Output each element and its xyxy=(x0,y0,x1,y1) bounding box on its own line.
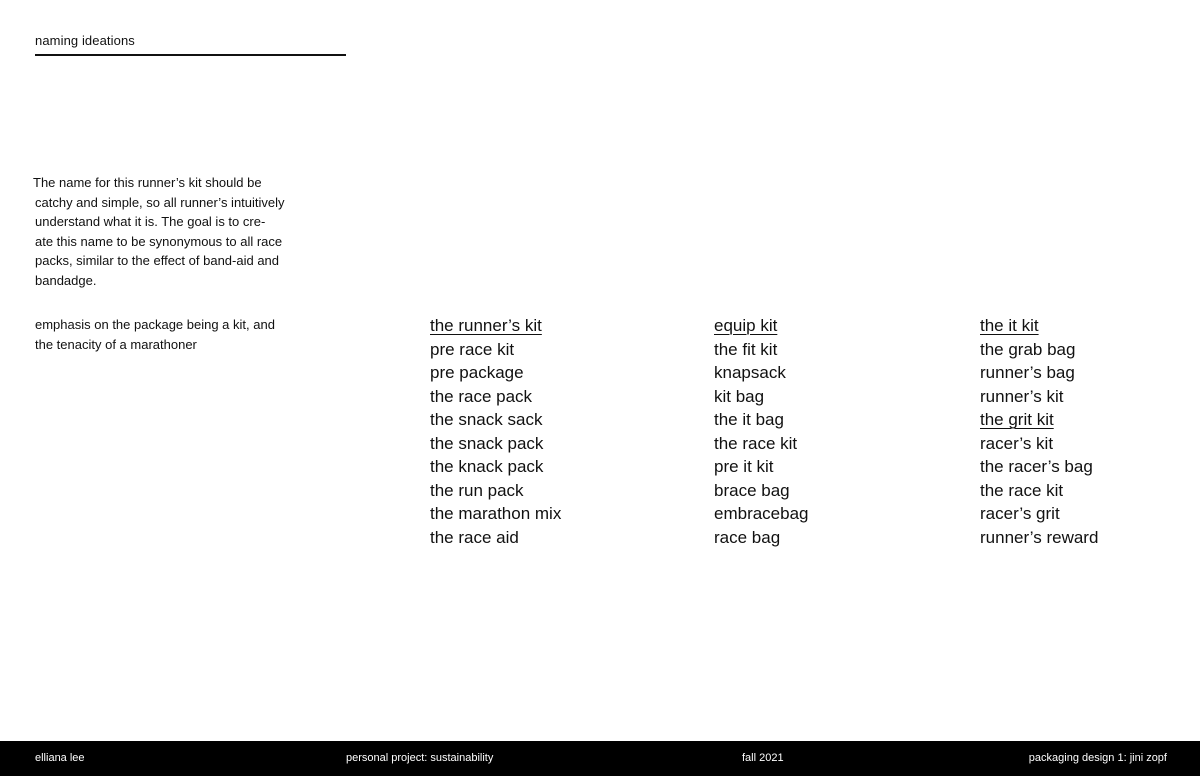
header-divider xyxy=(35,54,346,56)
name-option: runner’s kit xyxy=(980,386,1064,406)
name-option: the it bag xyxy=(714,410,784,429)
emphasis-line: the tenacity of a marathoner xyxy=(35,336,197,352)
name-option: the knack pack xyxy=(430,457,544,476)
name-option: pre race kit xyxy=(430,339,515,359)
intro-line: The name for this runner’s kit should be xyxy=(33,175,262,190)
name-option: the snack pack xyxy=(430,433,544,453)
name-option: the run pack xyxy=(430,480,524,500)
page-footer xyxy=(0,741,1200,776)
page-title: naming ideations xyxy=(35,33,135,48)
footer-author: elliana lee xyxy=(35,752,85,764)
intro-line: catchy and simple, so all runner’s intuitively xyxy=(35,194,285,210)
name-option: the grit kit xyxy=(980,410,1054,429)
intro-line: ate this name to be synonymous to all race xyxy=(35,233,283,249)
name-option: pre package xyxy=(430,363,524,382)
footer-term: fall 2021 xyxy=(742,752,784,764)
name-option: the fit kit xyxy=(714,339,778,359)
emphasis-note xyxy=(35,315,297,354)
name-option: the racer’s bag xyxy=(980,457,1093,476)
names-column-1 xyxy=(430,314,561,549)
name-option: the grab bag xyxy=(980,339,1076,359)
intro-paragraph xyxy=(33,173,295,291)
footer-course: packaging design 1: jini zopf xyxy=(1028,752,1167,764)
name-option: the runner’s kit xyxy=(430,316,542,335)
names-column-2 xyxy=(714,314,809,549)
name-option: knapsack xyxy=(714,363,786,382)
name-option: race bag xyxy=(714,527,781,547)
name-option: the snack sack xyxy=(430,410,543,429)
name-option: the it kit xyxy=(980,316,1039,335)
name-option: the race kit xyxy=(980,480,1064,500)
name-option: brace bag xyxy=(714,480,790,500)
footer-project: personal project: sustainability xyxy=(346,752,494,764)
name-option: the race kit xyxy=(714,433,798,453)
intro-line: packs, similar to the effect of band-aid and xyxy=(35,253,280,269)
name-option: racer’s grit xyxy=(980,504,1060,523)
name-option: embracebag xyxy=(714,504,809,523)
name-option: pre it kit xyxy=(714,457,774,476)
names-column-3 xyxy=(980,314,1098,549)
name-option: the race pack xyxy=(430,386,533,406)
intro-line: understand what it is. The goal is to cre- xyxy=(35,214,266,230)
name-option: equip kit xyxy=(714,316,778,335)
name-option: the race aid xyxy=(430,527,519,547)
emphasis-line: emphasis on the package being a kit, and xyxy=(35,317,275,332)
intro-line: bandadge. xyxy=(35,272,97,288)
name-option: runner’s reward xyxy=(980,527,1099,547)
name-option: the marathon mix xyxy=(430,504,562,523)
name-option: runner’s bag xyxy=(980,363,1075,382)
name-option: kit bag xyxy=(714,386,765,406)
name-option: racer’s kit xyxy=(980,433,1054,453)
